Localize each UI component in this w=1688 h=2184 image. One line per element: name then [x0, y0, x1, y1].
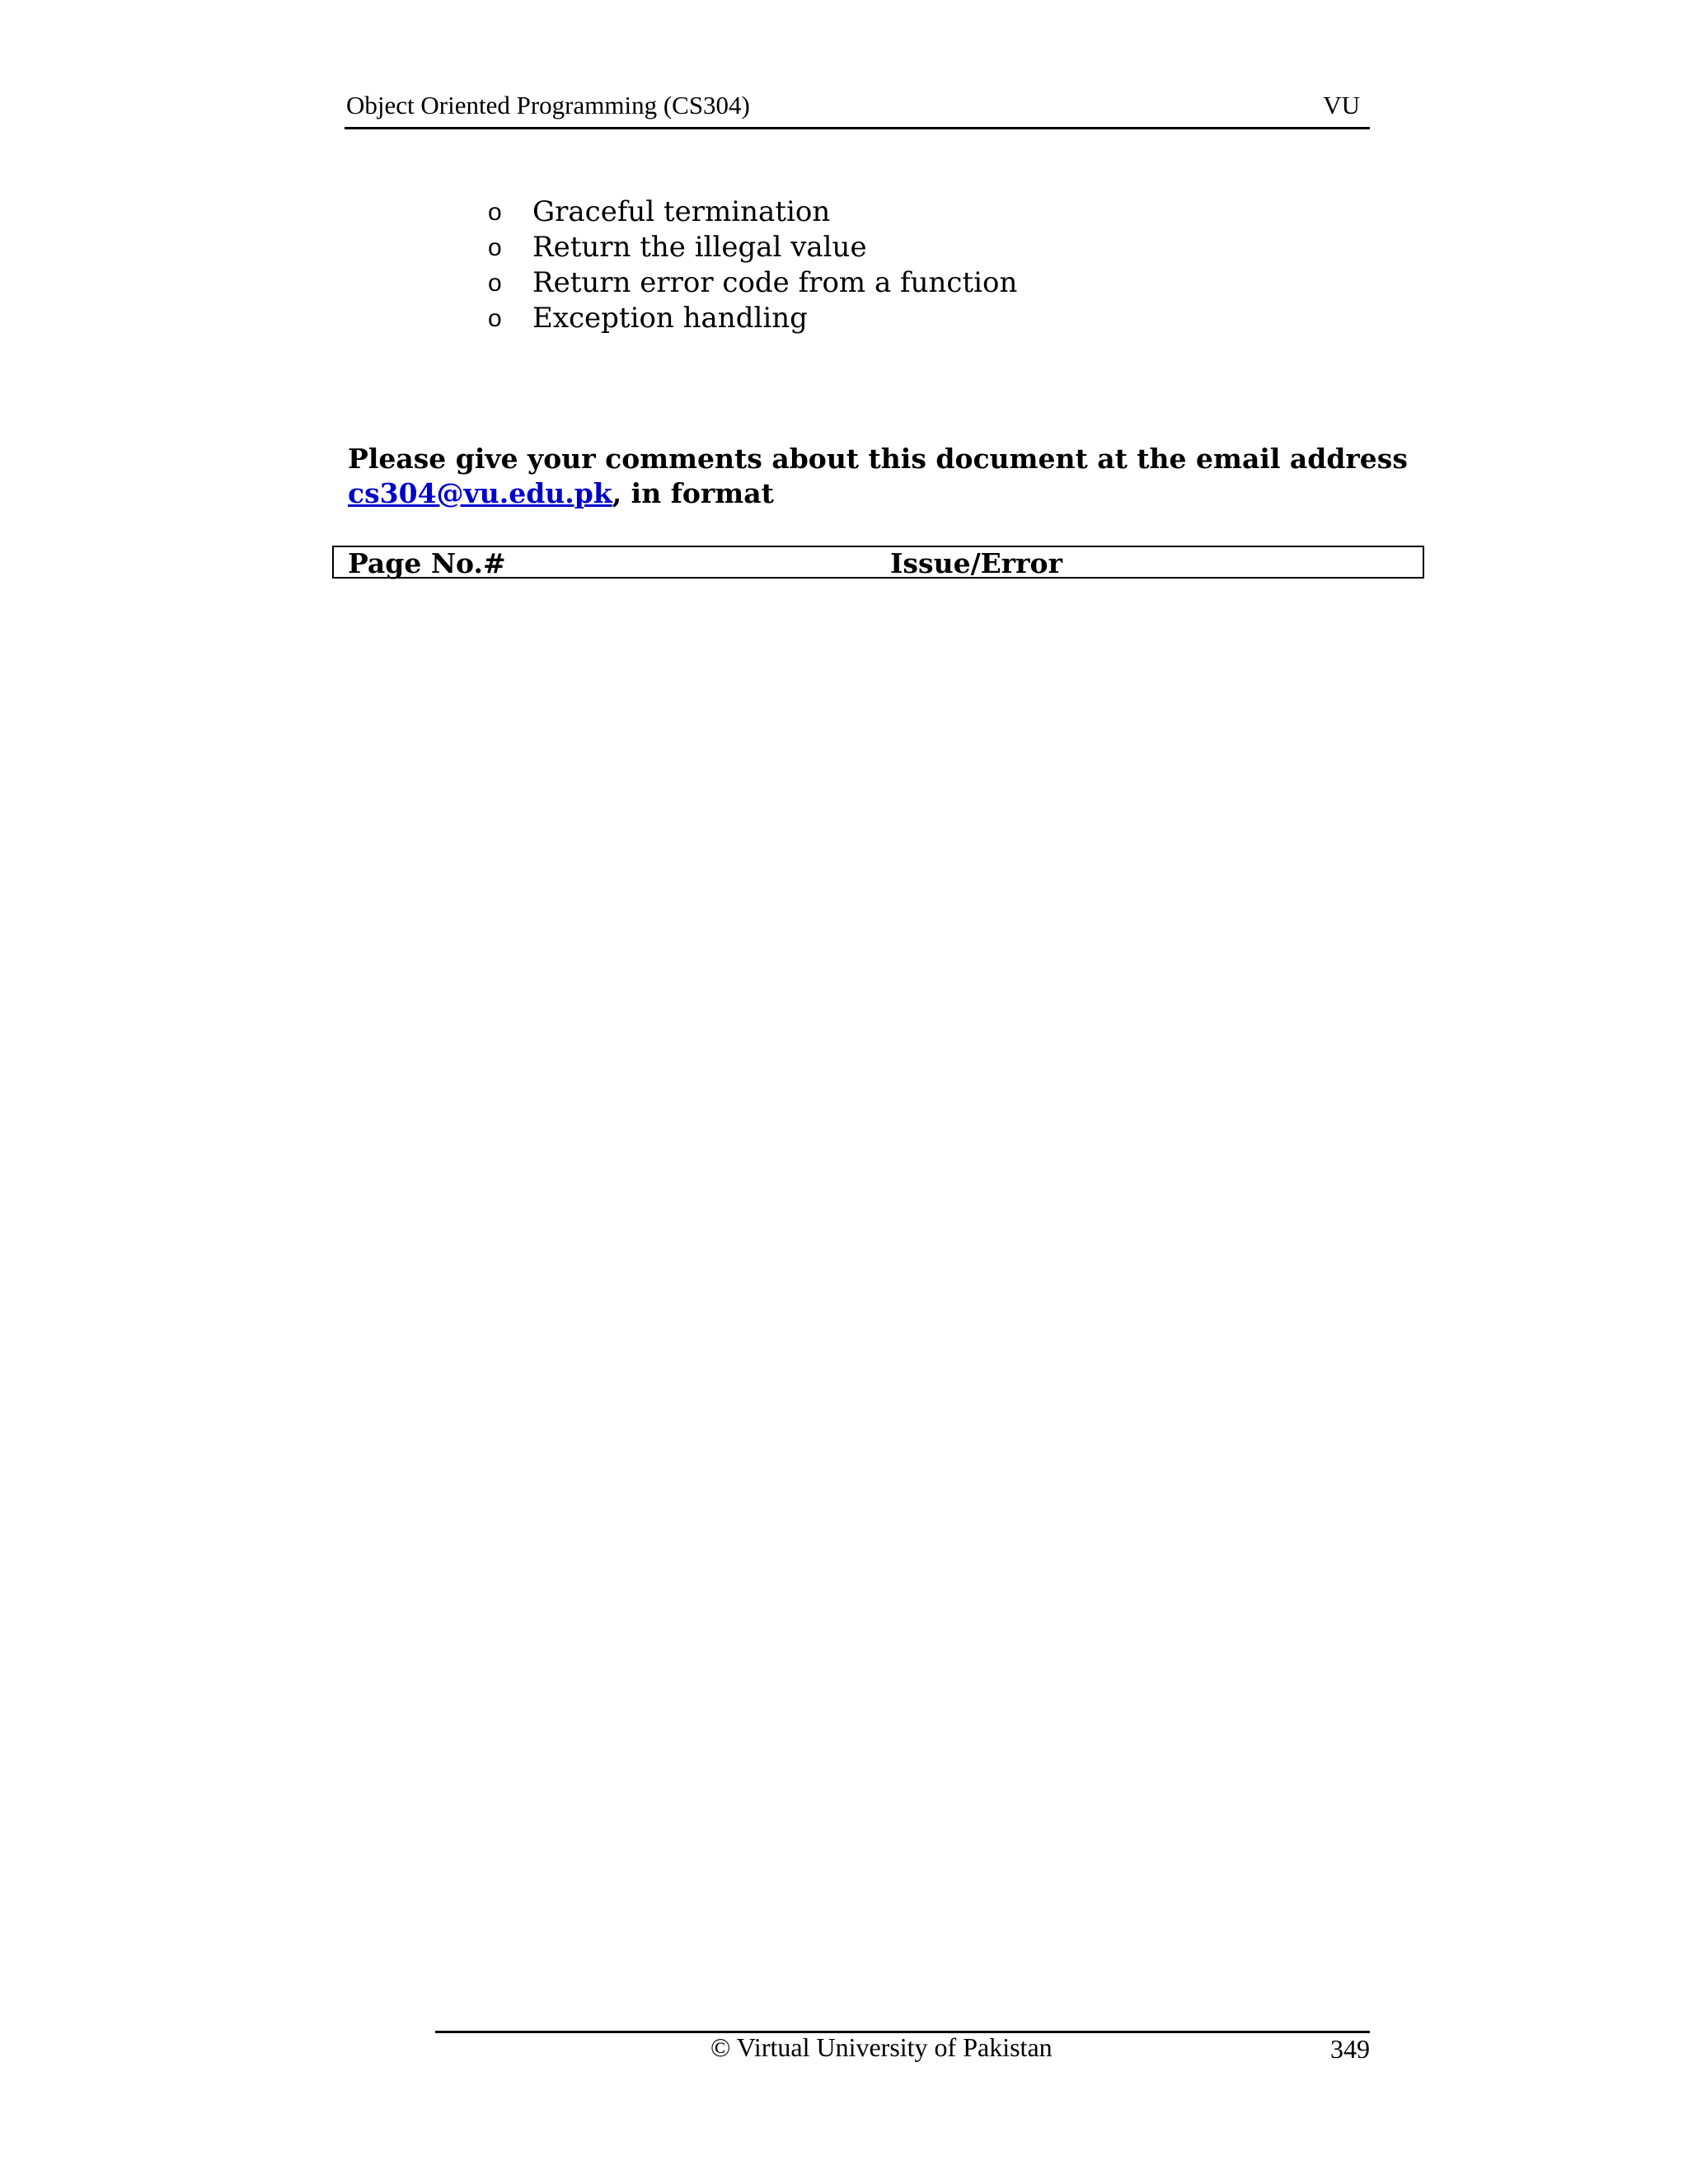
list-item-text: Graceful termination	[532, 195, 831, 228]
header-title: Object Oriented Programming (CS304)	[346, 91, 750, 120]
feedback-table	[332, 546, 1424, 579]
bullet-marker: o	[488, 269, 502, 297]
list-item-text: Return the illegal value	[532, 231, 867, 264]
list-item-text: Return error code from a function	[532, 266, 1018, 299]
list-item	[483, 301, 1017, 336]
comments-line-2	[348, 476, 1408, 511]
list-item	[483, 265, 1017, 301]
list-item-text: Exception handling	[532, 302, 808, 335]
header-vu: VU	[1323, 91, 1360, 120]
page-number: 349	[1330, 2034, 1370, 2064]
bullet-marker: o	[488, 234, 502, 261]
table-header-issue-error: Issue/Error	[890, 547, 1062, 579]
comments-request	[348, 442, 1408, 511]
footer-copyright: © Virtual University of Pakistan	[710, 2032, 1053, 2062]
bullet-marker: o	[488, 199, 502, 226]
comments-line-1: Please give your comments about this document at the email address	[348, 443, 1408, 475]
list-item	[483, 194, 1017, 230]
list-item	[483, 230, 1017, 265]
page-header	[345, 89, 1370, 129]
email-link[interactable]: cs304@vu.edu.pk	[348, 477, 612, 509]
bullet-list	[483, 194, 1017, 336]
bullet-marker: o	[488, 305, 502, 332]
table-header-page-no: Page No.#	[348, 547, 506, 579]
comments-suffix: , in format	[612, 477, 774, 509]
